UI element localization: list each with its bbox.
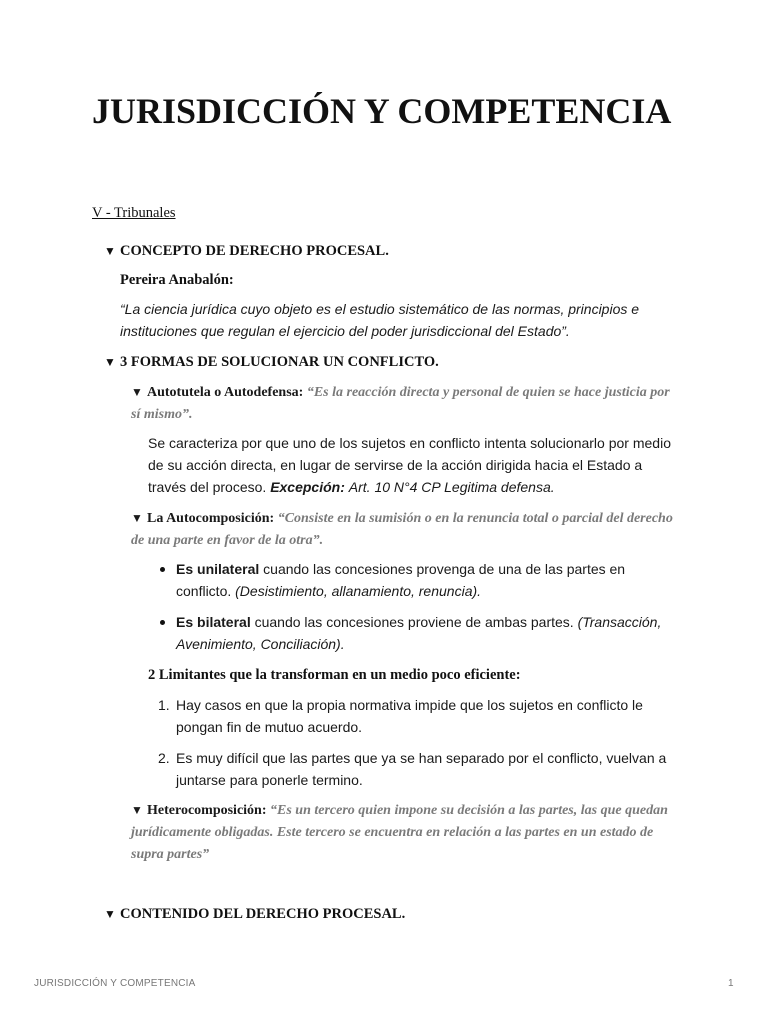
list-item-italic: (Desistimiento, allanamiento, renuncia). [235,583,482,599]
list-item-text: cuando las concesiones proviene de ambas partes. [254,614,574,630]
toggle-autocomposicion[interactable] [131,507,681,552]
page-title: JURISDICCIÓN Y COMPETENCIA [92,91,672,131]
list-item-text: cuando las concesiones provenga de una de las partes en conflicto. [176,561,626,599]
triangle-down-icon: ▼ [131,511,143,525]
section-heading: CONTENIDO DEL DERECHO PROCESAL. [120,906,406,922]
list-item: Hay casos en que la propia normativa impide que los sujetos en conflicto le pongan fin de mutuo acuerdo. [176,697,643,735]
subsection-label: Autotutela o Autodefensa: [147,385,304,400]
footer-title: JURISDICCIÓN Y COMPETENCIA [34,978,196,989]
list-item-bold: Es unilateral [176,561,260,577]
toggle-concepto[interactable] [104,240,389,262]
section-heading: CONCEPTO DE DERECHO PROCESAL. [120,243,389,259]
section-heading: 3 FORMAS DE SOLUCIONAR UN CONFLICTO. [120,354,439,370]
subsection-label: Heterocomposición: [147,803,267,818]
exception-text: Art. 10 N°4 CP Legitima defensa. [348,479,555,495]
list-item [176,558,646,602]
list-number: 2. [158,750,170,766]
breadcrumb-link[interactable]: V - Tribunales [92,205,176,221]
definition-quote: “La ciencia jurídica cuyo objeto es el estudio sistemático de las normas, principios e instituciones que regulan el ejercicio del poder jurisdiccional del Estado”. [120,301,640,339]
triangle-down-icon: ▼ [131,803,143,817]
toggle-formas[interactable] [104,351,439,373]
triangle-down-icon: ▼ [104,244,116,258]
triangle-down-icon: ▼ [104,355,116,369]
author-label: Pereira Anabalón: [120,272,234,288]
list-item-italic: (Transacción, Avenimiento, Conciliación). [176,614,662,652]
subsection-definition: “Es un tercero quien impone su decisión a las partes, las que quedan jurídicamente obligadas. Este tercero se encuentra en relación a las partes en un estado de supra partes” [131,803,668,862]
list-number: 1. [158,697,170,713]
subsection-definition: “Consiste en la sumisión o en la renuncia total o parcial del derecho de una parte en favor de la otra”. [131,511,673,548]
list-item: Es muy difícil que las partes que ya se han separado por el conflicto, vuelvan a juntarse para ponerle termino. [176,750,667,788]
exception-label: Excepción: [270,479,345,495]
bullet-icon [160,567,165,572]
autotutela-body [148,432,678,498]
body-text: Se caracteriza por que uno de los sujetos en conflicto intenta solucionarlo por medio de su acción directa, en lugar de servirse de la acción dirigida hacia el Estado a través del proceso. [148,435,671,495]
bullet-icon [160,620,165,625]
page-number: 1 [728,978,734,989]
limitantes-heading: 2 Limitantes que la transforman en un medio poco eficiente: [148,667,521,683]
toggle-heterocomposicion[interactable] [131,799,681,866]
triangle-down-icon: ▼ [131,385,143,399]
triangle-down-icon: ▼ [104,907,116,921]
subsection-definition: “Es la reacción directa y personal de quien se hace justicia por sí mismo”. [131,385,670,422]
list-item-bold: Es bilateral [176,614,251,630]
toggle-autotutela[interactable] [131,381,676,426]
list-item [176,611,666,655]
subsection-label: La Autocomposición: [147,511,275,526]
toggle-contenido[interactable] [104,903,405,925]
